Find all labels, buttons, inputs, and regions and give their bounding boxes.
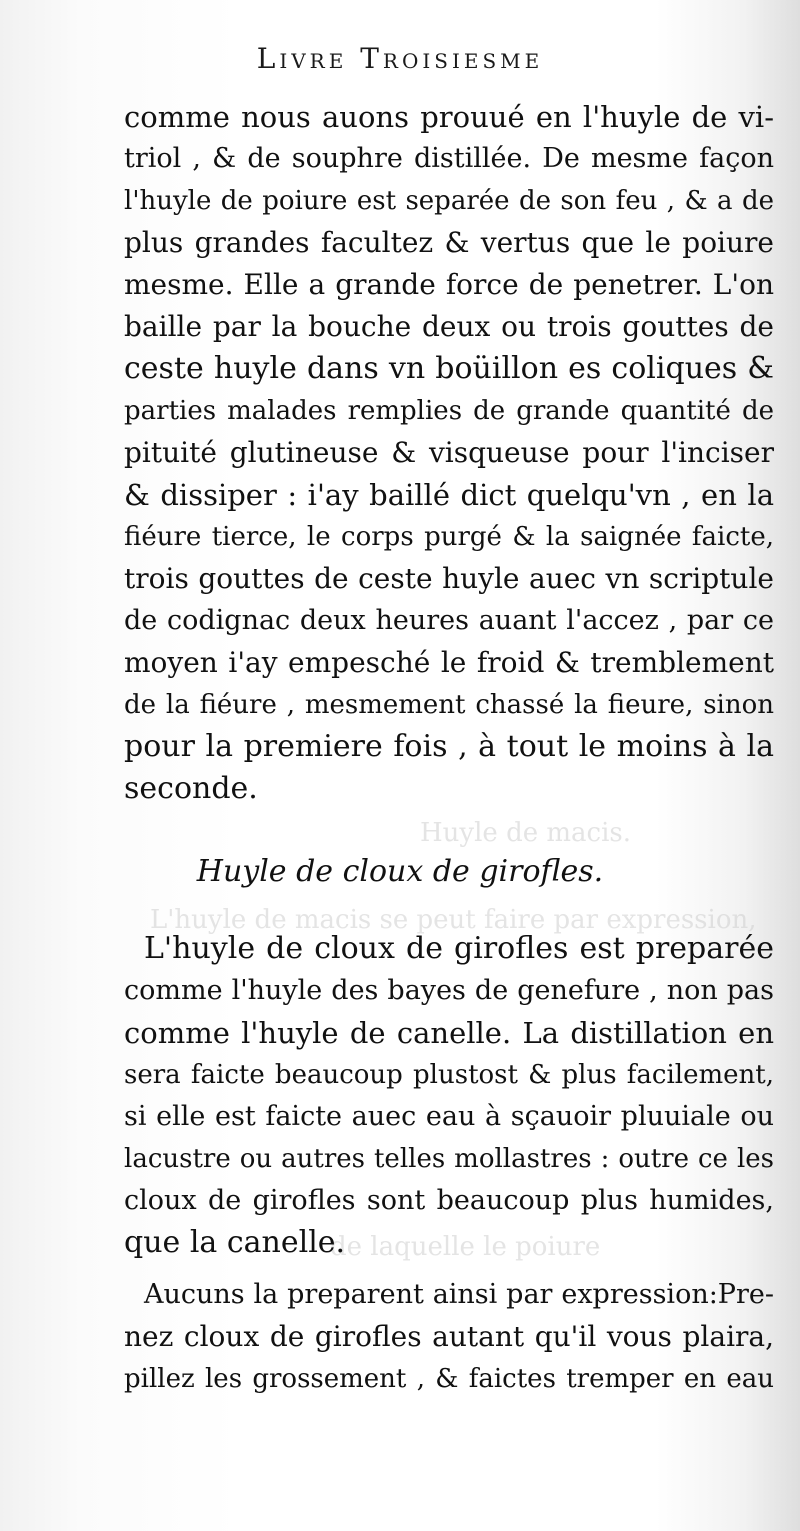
text-line: de codignac deux heures auant l'accez , par ce [124, 605, 774, 636]
text-line: baille par la bouche deux ou trois gouttes de [124, 310, 774, 343]
text-line: pillez les grossement , & faictes tremper en eau [124, 1364, 774, 1394]
section-heading: Huyle de cloux de girofles. [196, 854, 604, 889]
text-line: moyen i'ay empesché le froid & tremblement [124, 646, 774, 679]
show-through-text: Huyle de macis. [420, 818, 632, 848]
text-line: l'huyle de poiure est separée de son feu , & a de [124, 186, 774, 216]
paragraph-1 [124, 96, 774, 810]
text-line: sera faicte beaucoup plustost & plus facilement, [124, 1060, 774, 1090]
text-line: nez cloux de girofles autant qu'il vous plaira, [124, 1320, 774, 1353]
text-line: fiéure tierce, le corps purgé & la saignée faicte, [124, 522, 774, 552]
text-line: que la canelle. [124, 1225, 346, 1260]
text-line: pour la premiere fois , à tout le moins à la [124, 729, 774, 764]
show-through-text: L'huyle de macis se peut faire par expression, [150, 905, 757, 935]
text-line: cloux de girofles sont beaucoup plus humides, [124, 1185, 774, 1216]
running-head: Livre Troisiesme [256, 42, 544, 75]
text-line: si elle est faicte auec eau à sçauoir pluuiale ou [124, 1101, 774, 1132]
show-through-text: de laquelle le poiure [330, 1232, 601, 1262]
text-line: triol , & de souphre distillée. De mesme façon [124, 143, 774, 174]
text-line: mesme. Elle a grande force de penetrer. L'on [124, 268, 774, 301]
text-line: ceste huyle dans vn boüillon es coliques & [124, 351, 774, 386]
text-line: comme l'huyle des bayes de genefure , non pas [124, 975, 774, 1006]
text-line: de la fiéure , mesmement chassé la fieure, sinon [124, 690, 774, 720]
text-line: lacustre ou autres telles mollastres : outre ce les [124, 1144, 774, 1174]
text-line: plus grandes facultez & vertus que le poiure [124, 226, 774, 259]
paragraph-2 [124, 928, 774, 1264]
text-line: comme nous auons prouué en l'huyle de vi- [124, 100, 774, 134]
text-line: parties malades remplies de grande quantité de [124, 396, 774, 426]
text-line: L'huyle de cloux de girofles est preparée [144, 931, 774, 966]
paragraph-3 [124, 1274, 774, 1400]
text-line: & dissiper : i'ay baillé dict quelqu'vn , en la [124, 478, 774, 512]
text-line: pituité glutineuse & visqueuse pour l'inciser [124, 436, 774, 469]
text-line: trois gouttes de ceste huyle auec vn scriptule [124, 562, 774, 595]
text-line: seconde. [124, 771, 258, 806]
text-line: comme l'huyle de canelle. La distillation en [124, 1016, 774, 1050]
text-line: Aucuns la preparent ainsi par expression:Pre- [144, 1279, 774, 1310]
